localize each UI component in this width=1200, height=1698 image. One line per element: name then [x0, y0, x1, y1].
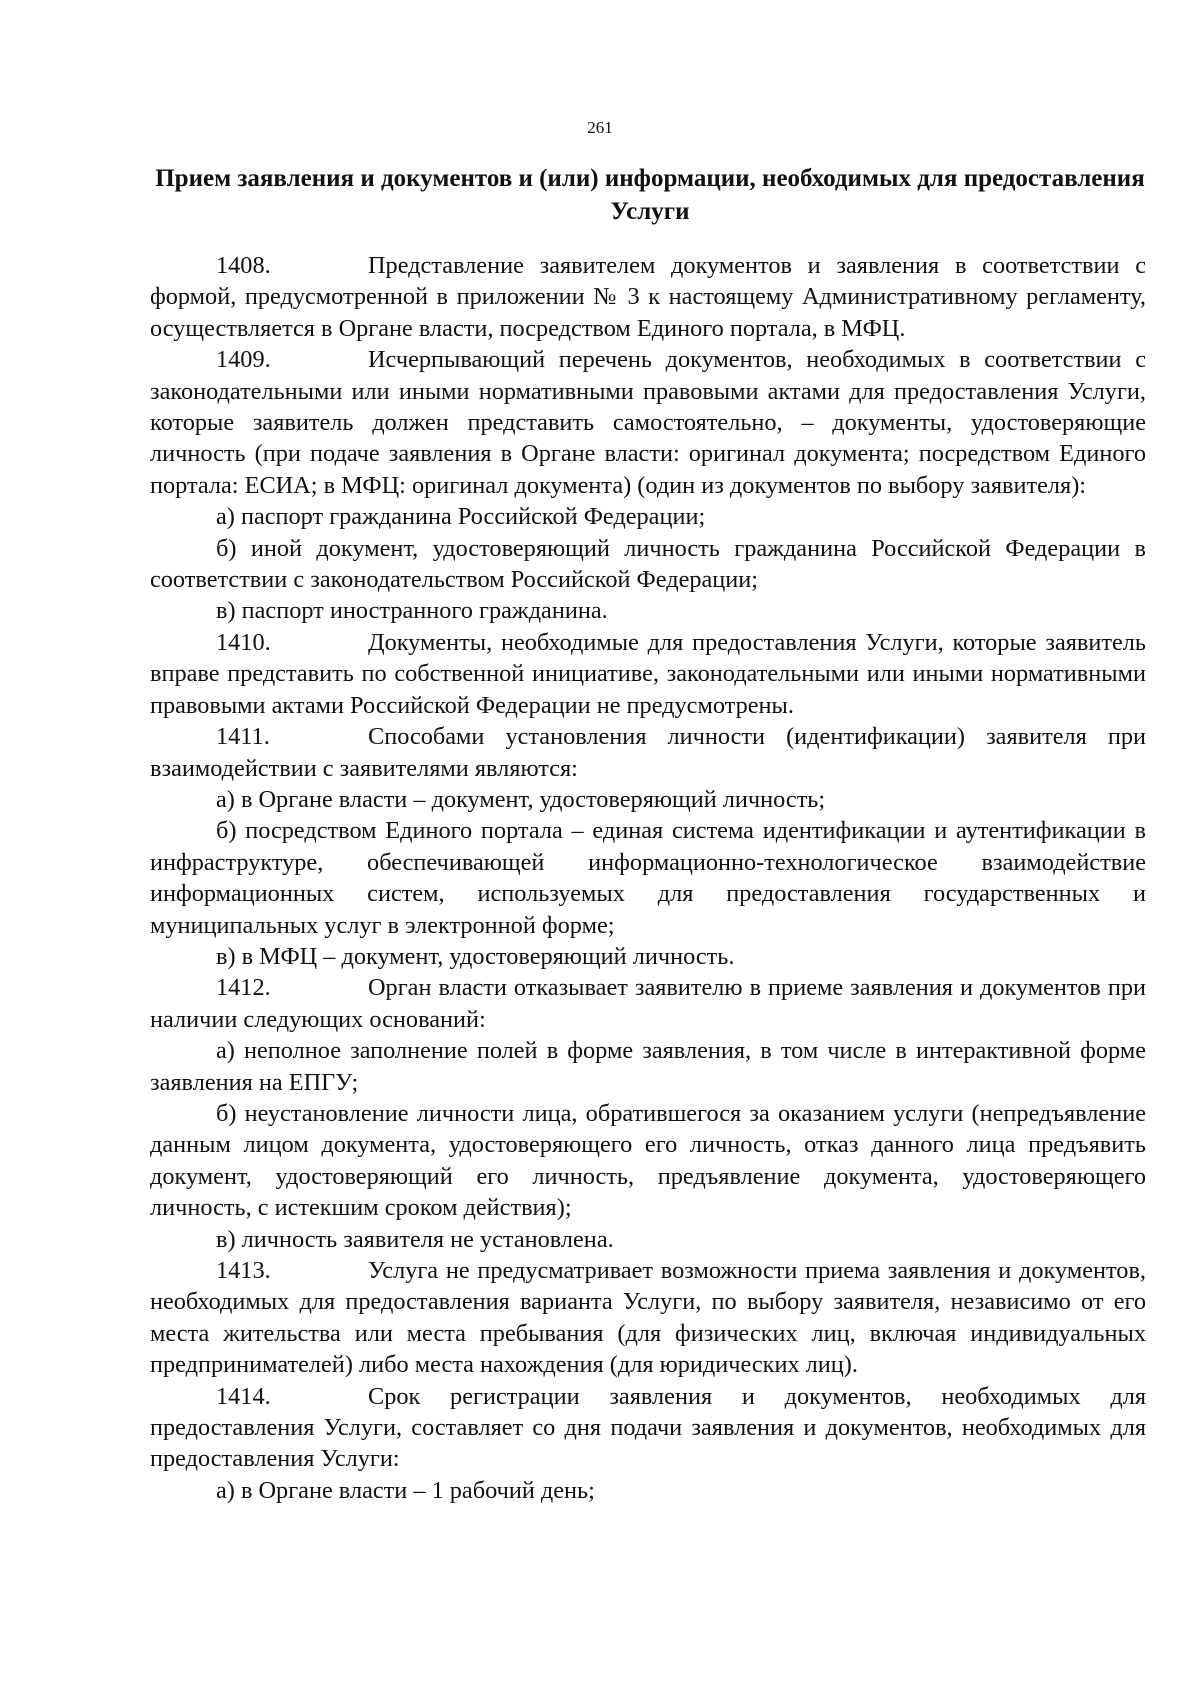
list-item	[150, 1035, 1146, 1098]
clause-number: 1410.	[216, 628, 271, 656]
paragraph-text: Документы, необходимые для предоставления Услуги, которые заявитель вправе представить по собственной инициативе, законодательными или иными нормативными правовыми актами Российской Федерации не предусмотрены.	[150, 628, 1146, 719]
clause-number: 1413.	[216, 1257, 271, 1284]
paragraph-text: Услуга не предусматривает возможности приема заявления и документов, необходимых для предоставления варианта Услуги, по выбору заявителя, независимо от его места жительства или места пребывания (для физических лиц, включая индивидуальных предпринимателей) либо места нахождения (для юридических лиц).	[150, 1257, 1146, 1379]
section-heading: Прием заявления и документов и (или) информации, необходимых для предоставления Услуги	[155, 165, 1145, 225]
list-item-text: в) паспорт иностранного гражданина.	[216, 597, 608, 625]
paragraph-1414	[150, 1381, 1146, 1475]
clause-number: 1409.	[216, 346, 271, 374]
paragraph-1411	[150, 721, 1146, 784]
paragraph-text: Представление заявителем документов и заявления в соответствии с формой, предусмотренной в приложении № 3 к настоящему Административному регламенту, осуществляется в Органе власти, посредством Единого портала, в МФЦ.	[150, 252, 1146, 342]
list-item-text: б) неустановление личности лица, обратившегося за оказанием услуги (непредъявление данным лицом документа, удостоверяющего его личность, отказ данного лица предъявить документ, удостоверяющий его личность, предъявление документа, удостоверяющего личность, с истекшим сроком действия);	[150, 1099, 1146, 1222]
list-item-text: а) в Органе власти – 1 рабочий день;	[216, 1476, 595, 1504]
paragraph-text: Исчерпывающий перечень документов, необходимых в соответствии с законодательными или иными нормативными правовыми актами для предоставления Услуги, которые заявитель должен представить самостоятельно, – документы, удостоверяющие личность (при подаче заявления в Органе власти: оригинал документа; посредством Единого портала: ЕСИА; в МФЦ: оригинал документа) (один из документов по выбору заявителя):	[150, 346, 1146, 499]
page-number: 261	[587, 118, 613, 137]
list-item-text: а) паспорт гражданина Российской Федерации;	[216, 503, 706, 531]
paragraph-text: Орган власти отказывает заявителю в приеме заявления и документов при наличии следующих оснований:	[150, 974, 1146, 1033]
list-item	[150, 941, 1146, 972]
clause-number: 1411.	[216, 723, 270, 751]
list-item-text: б) иной документ, удостоверяющий личность гражданина Российской Федерации в соответствии с законодательством Российской Федерации;	[150, 534, 1146, 594]
paragraph-1412	[150, 972, 1146, 1035]
clause-number: 1408.	[216, 252, 271, 279]
paragraph-text: Срок регистрации заявления и документов, необходимых для предоставления Услуги, составляет со дня подачи заявления и документов, необходимых для предоставления Услуги:	[150, 1382, 1146, 1473]
list-item	[150, 595, 1146, 626]
paragraph-text: Способами установления личности (идентификации) заявителя при взаимодействии с заявителями являются:	[150, 723, 1146, 782]
paragraph-1408	[150, 250, 1146, 344]
list-item-text: а) неполное заполнение полей в форме заявления, в том числе в интерактивной форме заявления на ЕПГУ;	[150, 1037, 1146, 1096]
paragraph-1409	[150, 344, 1146, 501]
list-item	[150, 1224, 1146, 1255]
list-item-text: в) личность заявителя не установлена.	[216, 1225, 614, 1253]
list-item-text: б) посредством Единого портала – единая система идентификации и аутентификации в инфраструктуре, обеспечивающей информационно-технологическое взаимодействие информационных систем, используемых для предоставления государственных и муниципальных услуг в электронной форме;	[150, 817, 1146, 939]
list-item	[150, 501, 1146, 532]
clause-number: 1412.	[216, 974, 271, 1002]
list-item	[150, 784, 1146, 815]
list-item-text: а) в Органе власти – документ, удостоверяющий личность;	[216, 785, 826, 813]
paragraph-1413	[150, 1255, 1146, 1381]
paragraph-1410	[150, 627, 1146, 721]
document-body	[150, 250, 1146, 1506]
list-item	[150, 815, 1146, 941]
list-item	[150, 1475, 1146, 1506]
list-item	[150, 533, 1146, 596]
clause-number: 1414.	[216, 1382, 271, 1410]
list-item-text: в) в МФЦ – документ, удостоверяющий личность.	[216, 942, 735, 970]
list-item	[150, 1098, 1146, 1224]
